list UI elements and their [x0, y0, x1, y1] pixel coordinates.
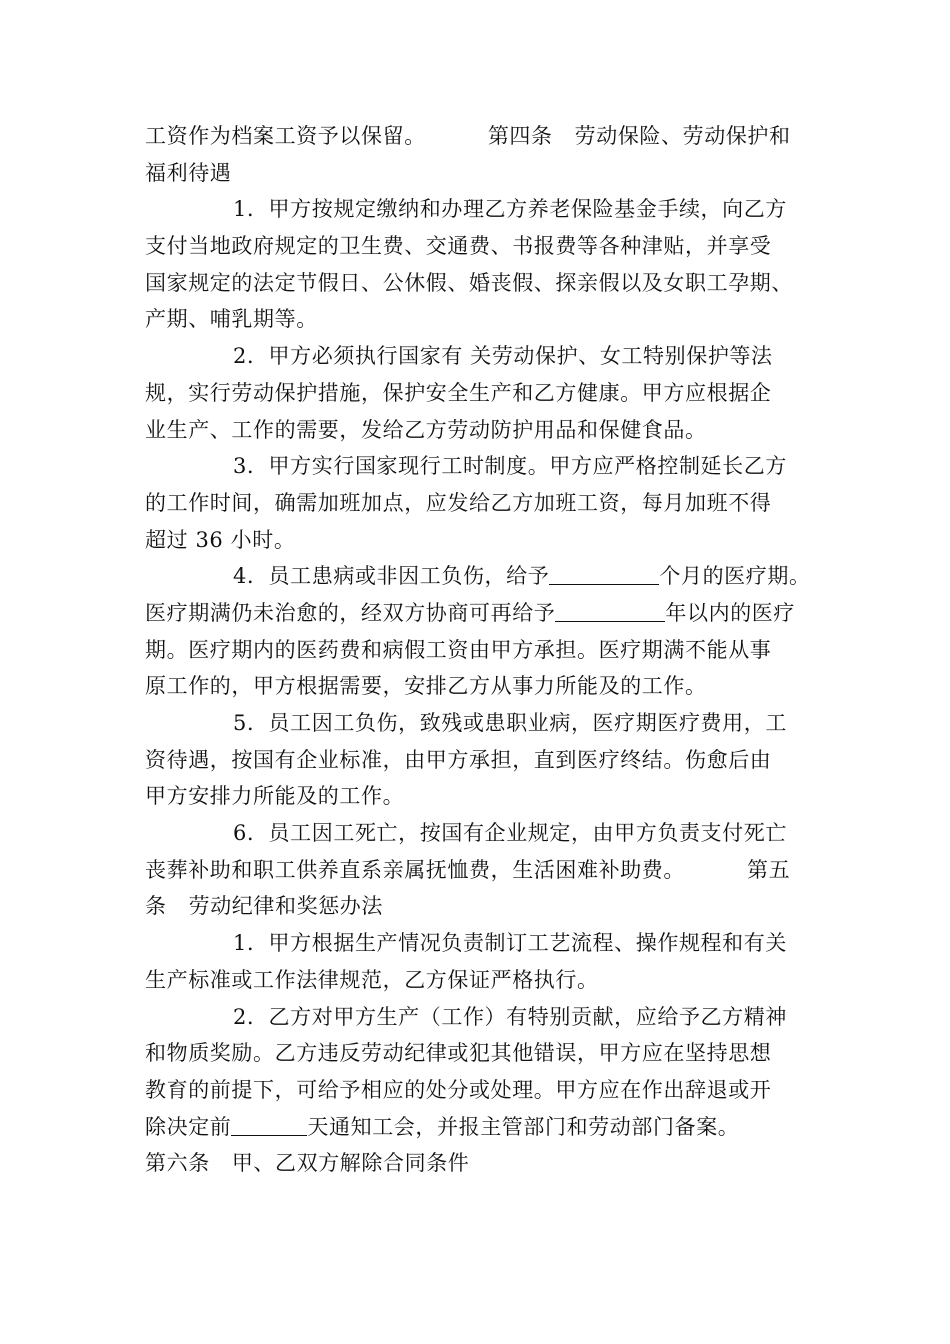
text-line — [145, 155, 810, 192]
text-line — [145, 412, 810, 449]
text-line — [145, 301, 810, 338]
paragraph-start — [145, 815, 810, 852]
text-segment: 2．甲方必须执行国家有 关劳动保护、女工特别保护等法 — [233, 344, 773, 369]
text-line — [145, 265, 810, 302]
text-segment: 工资作为档案工资予以保留。 — [145, 124, 426, 148]
text-line — [145, 1035, 810, 1072]
text-line — [145, 375, 810, 412]
article-heading: 第四条 — [487, 124, 553, 148]
paragraph-start — [145, 999, 810, 1036]
article-title: 甲、乙双方解除合同条件 — [231, 1151, 470, 1176]
text-segment: 业生产、工作的需要，发给乙方劳动防护用品和保健食品。 — [145, 417, 707, 442]
text-line — [145, 228, 810, 265]
text-segment: 和物质奖励。乙方违反劳动纪律或犯其他错误，甲方应在坚持思想 — [145, 1041, 772, 1066]
text-segment: 1．甲方按规定缴纳和办理乙方养老保险基金手续，向乙方 — [233, 197, 787, 222]
text-line — [145, 962, 810, 999]
text-line — [145, 888, 810, 925]
text-segment: 原工作的，甲方根据需要，安排乙方从事力所能及的工作。 — [145, 674, 707, 699]
text-segment: 教育的前提下，可给予相应的处分或处理。甲方应在作出辞退或开 — [145, 1077, 772, 1102]
text-line — [145, 852, 810, 889]
text-segment: 期。医疗期内的医药费和病假工资由甲方承担。医疗期满不能从事 — [145, 637, 772, 662]
paragraph-start — [145, 338, 810, 375]
text-segment: 个月的医疗期。 — [659, 564, 811, 589]
text-line — [145, 1109, 810, 1146]
fill-in-blank[interactable] — [549, 562, 659, 585]
text-line — [145, 522, 810, 559]
text-segment: 丧葬补助和职工供养直系亲属抚恤费，生活困难补助费。 — [145, 857, 685, 882]
fill-in-blank[interactable] — [231, 1113, 307, 1136]
text-segment: 6．员工因工死亡，按国有企业规定，由甲方负责支付死亡 — [233, 821, 787, 846]
text-segment: 产期、哺乳期等。 — [145, 307, 318, 332]
text-line — [145, 118, 810, 155]
text-segment: 5．员工因工负伤，致残或患职业病，医疗期医疗费用，工 — [233, 711, 787, 735]
fill-in-blank[interactable] — [555, 599, 665, 622]
text-segment: 的工作时间，确需加班加点，应发给乙方加班工资，每月加班不得 — [145, 490, 772, 515]
article-title: 福利待遇 — [145, 160, 232, 185]
paragraph-start — [145, 191, 810, 228]
text-line — [145, 1072, 810, 1109]
text-segment: 超过 36 小时。 — [145, 527, 296, 552]
text-line — [145, 632, 810, 669]
text-line — [145, 778, 810, 815]
text-segment: 3．甲方实行国家现行工时制度。甲方应严格控制延长乙方 — [233, 454, 787, 479]
text-segment: 除决定前 — [145, 1114, 232, 1139]
text-segment: 规，实行劳动保护措施，保护安全生产和乙方健康。甲方应根据企 — [145, 380, 772, 405]
paragraph-start — [145, 925, 810, 962]
text-segment: 国家规定的法定节假日、公休假、婚丧假、探亲假以及女职工孕期、 — [145, 270, 793, 295]
article-heading: 第六条 — [145, 1151, 210, 1176]
text-line — [145, 1145, 810, 1182]
text-line — [145, 595, 810, 632]
text-segment: 4．员工患病或非因工负伤，给予 — [233, 564, 550, 589]
text-segment: 天通知工会，并报主管部门和劳动部门备案。 — [307, 1114, 740, 1139]
text-segment: 2．乙方对甲方生产（工作）有特别贡献，应给予乙方精神 — [233, 1004, 787, 1029]
text-line — [145, 742, 810, 779]
document-page — [145, 118, 810, 1182]
paragraph-start — [145, 448, 810, 485]
paragraph-start — [145, 558, 810, 595]
text-line — [145, 668, 810, 705]
text-segment: 资待遇，按国有企业标准，由甲方承担，直到医疗终结。伤愈后由 — [145, 747, 772, 772]
article-heading: 条 — [145, 894, 167, 919]
text-segment: 1．甲方根据生产情况负责制订工艺流程、操作规程和有关 — [233, 931, 787, 956]
text-line — [145, 485, 810, 522]
article-heading: 第五 — [747, 857, 791, 882]
text-segment: 生产标准或工作法律规范，乙方保证严格执行。 — [145, 967, 599, 992]
text-segment: 年以内的医疗 — [665, 600, 796, 625]
text-segment: 医疗期满仍未治愈的，经双方协商可再给予 — [145, 600, 556, 625]
article-title: 劳动保险、劳动保护和 — [574, 124, 791, 148]
text-segment: 支付当地政府规定的卫生费、交通费、书报费等各种津贴，并享受 — [145, 234, 772, 259]
article-title: 劳动纪律和奖惩办法 — [188, 894, 384, 919]
text-segment: 甲方安排力所能及的工作。 — [145, 784, 405, 809]
paragraph-start — [145, 705, 810, 742]
